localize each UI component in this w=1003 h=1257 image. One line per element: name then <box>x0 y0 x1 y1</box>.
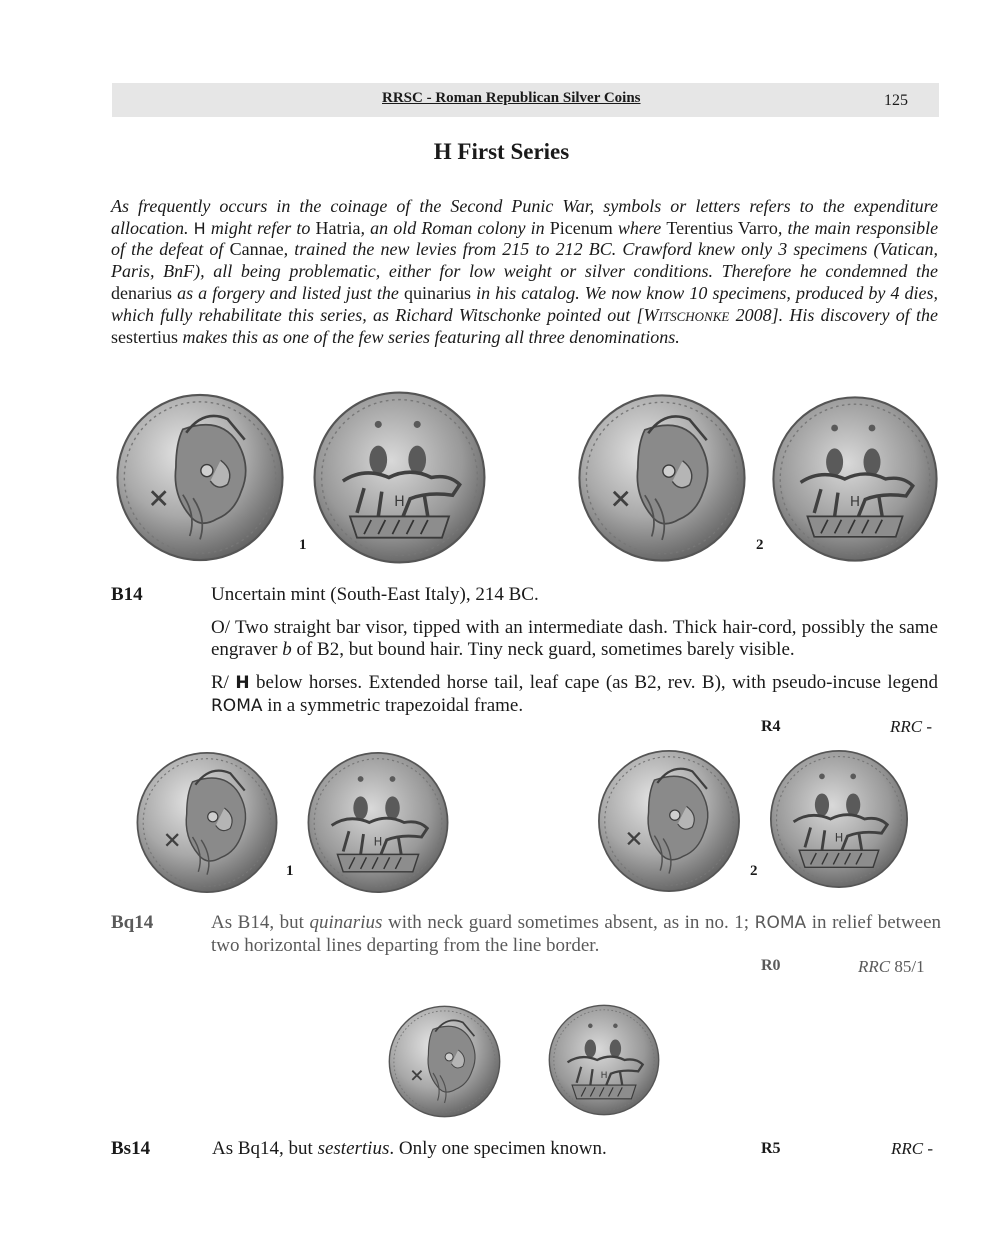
section-title: H First Series <box>433 139 570 164</box>
bs14-rrc-reference: RRC - <box>891 1139 934 1158</box>
bq14-rarity: R0 <box>761 957 781 974</box>
b14-rarity: R4 <box>761 718 781 735</box>
catalog-ref-bq14: Bq14 <box>111 912 154 933</box>
coin-image-sestertius-reverse <box>546 1003 662 1117</box>
bq14-description: As B14, but quinarius with neck guard sometimes absent, as in no. 1; ROMA in relief between two horizontal lines departing from the line border. <box>211 912 942 956</box>
coin-image-quinarius-2-reverse <box>766 748 912 890</box>
coin-number-label: 1 <box>286 863 294 879</box>
bq14-rrc-reference: RRC 85/1 <box>858 957 925 976</box>
coin-image-denarius-1-obverse <box>114 389 286 566</box>
coin-image-quinarius-2-obverse <box>596 748 742 894</box>
b14-obverse-description: O/ Two straight bar visor, tipped with an intermediate dash. Thick hair-cord, possibly the same engraver b of B2, but bound hair. Tiny neck guard, sometimes barely visible. <box>211 617 938 660</box>
coin-number-label: 2 <box>750 863 758 879</box>
page-number: 125 <box>884 92 908 109</box>
coin-image-denarius-2-obverse <box>573 392 751 564</box>
coin-image-sestertius-obverse <box>386 1004 503 1119</box>
bs14-rarity: R5 <box>761 1140 781 1157</box>
coin-image-denarius-1-reverse <box>311 389 488 566</box>
catalog-ref-bs14: Bs14 <box>111 1138 151 1159</box>
running-title: RRSC - Roman Republican Silver Coins <box>382 90 641 106</box>
intro-paragraph: As frequently occurs in the coinage of the Second Punic War, symbols or letters refers to the expenditure allocation. H might refer to Hatria, an old Roman colony in Picenum where Terentius Varro, the main responsible of the defeat of Cannae, trained the new levies from 215 to 212 BC. Crawford knew only 3 specimens (Vatican, Paris, BnF), all being problematic, either for low weight or silver conditions. Therefore he condemned the denarius as a forgery and listed just the quinarius in his catalog. We now know 10 specimens, produced by 4 dies, which fully rehabilitate this series, as Richard Witschonke pointed out [WITSCHONKE 2008]. His discovery of the sestertius makes this as one of the few series featuring all three denominations. <box>111 196 939 348</box>
coin-image-quinarius-1-reverse <box>303 750 453 895</box>
b14-reverse-description: R/ H below horses. Extended horse tail, leaf cape (as B2, rev. B), with pseudo-incuse legend ROMA in a symmetric trapezoidal frame. <box>211 672 939 716</box>
bs14-description: As Bq14, but sestertius. Only one specimen known. <box>212 1138 607 1159</box>
coin-image-quinarius-1-obverse <box>131 750 283 895</box>
catalog-ref-b14: B14 <box>111 584 143 605</box>
coin-number-label: 1 <box>299 537 307 553</box>
coin-number-label: 2 <box>756 537 764 553</box>
coin-image-denarius-2-reverse <box>770 393 940 565</box>
b14-rrc-reference: RRC - <box>890 717 933 736</box>
b14-mint-line: Uncertain mint (South-East Italy), 214 BC. <box>211 584 539 605</box>
